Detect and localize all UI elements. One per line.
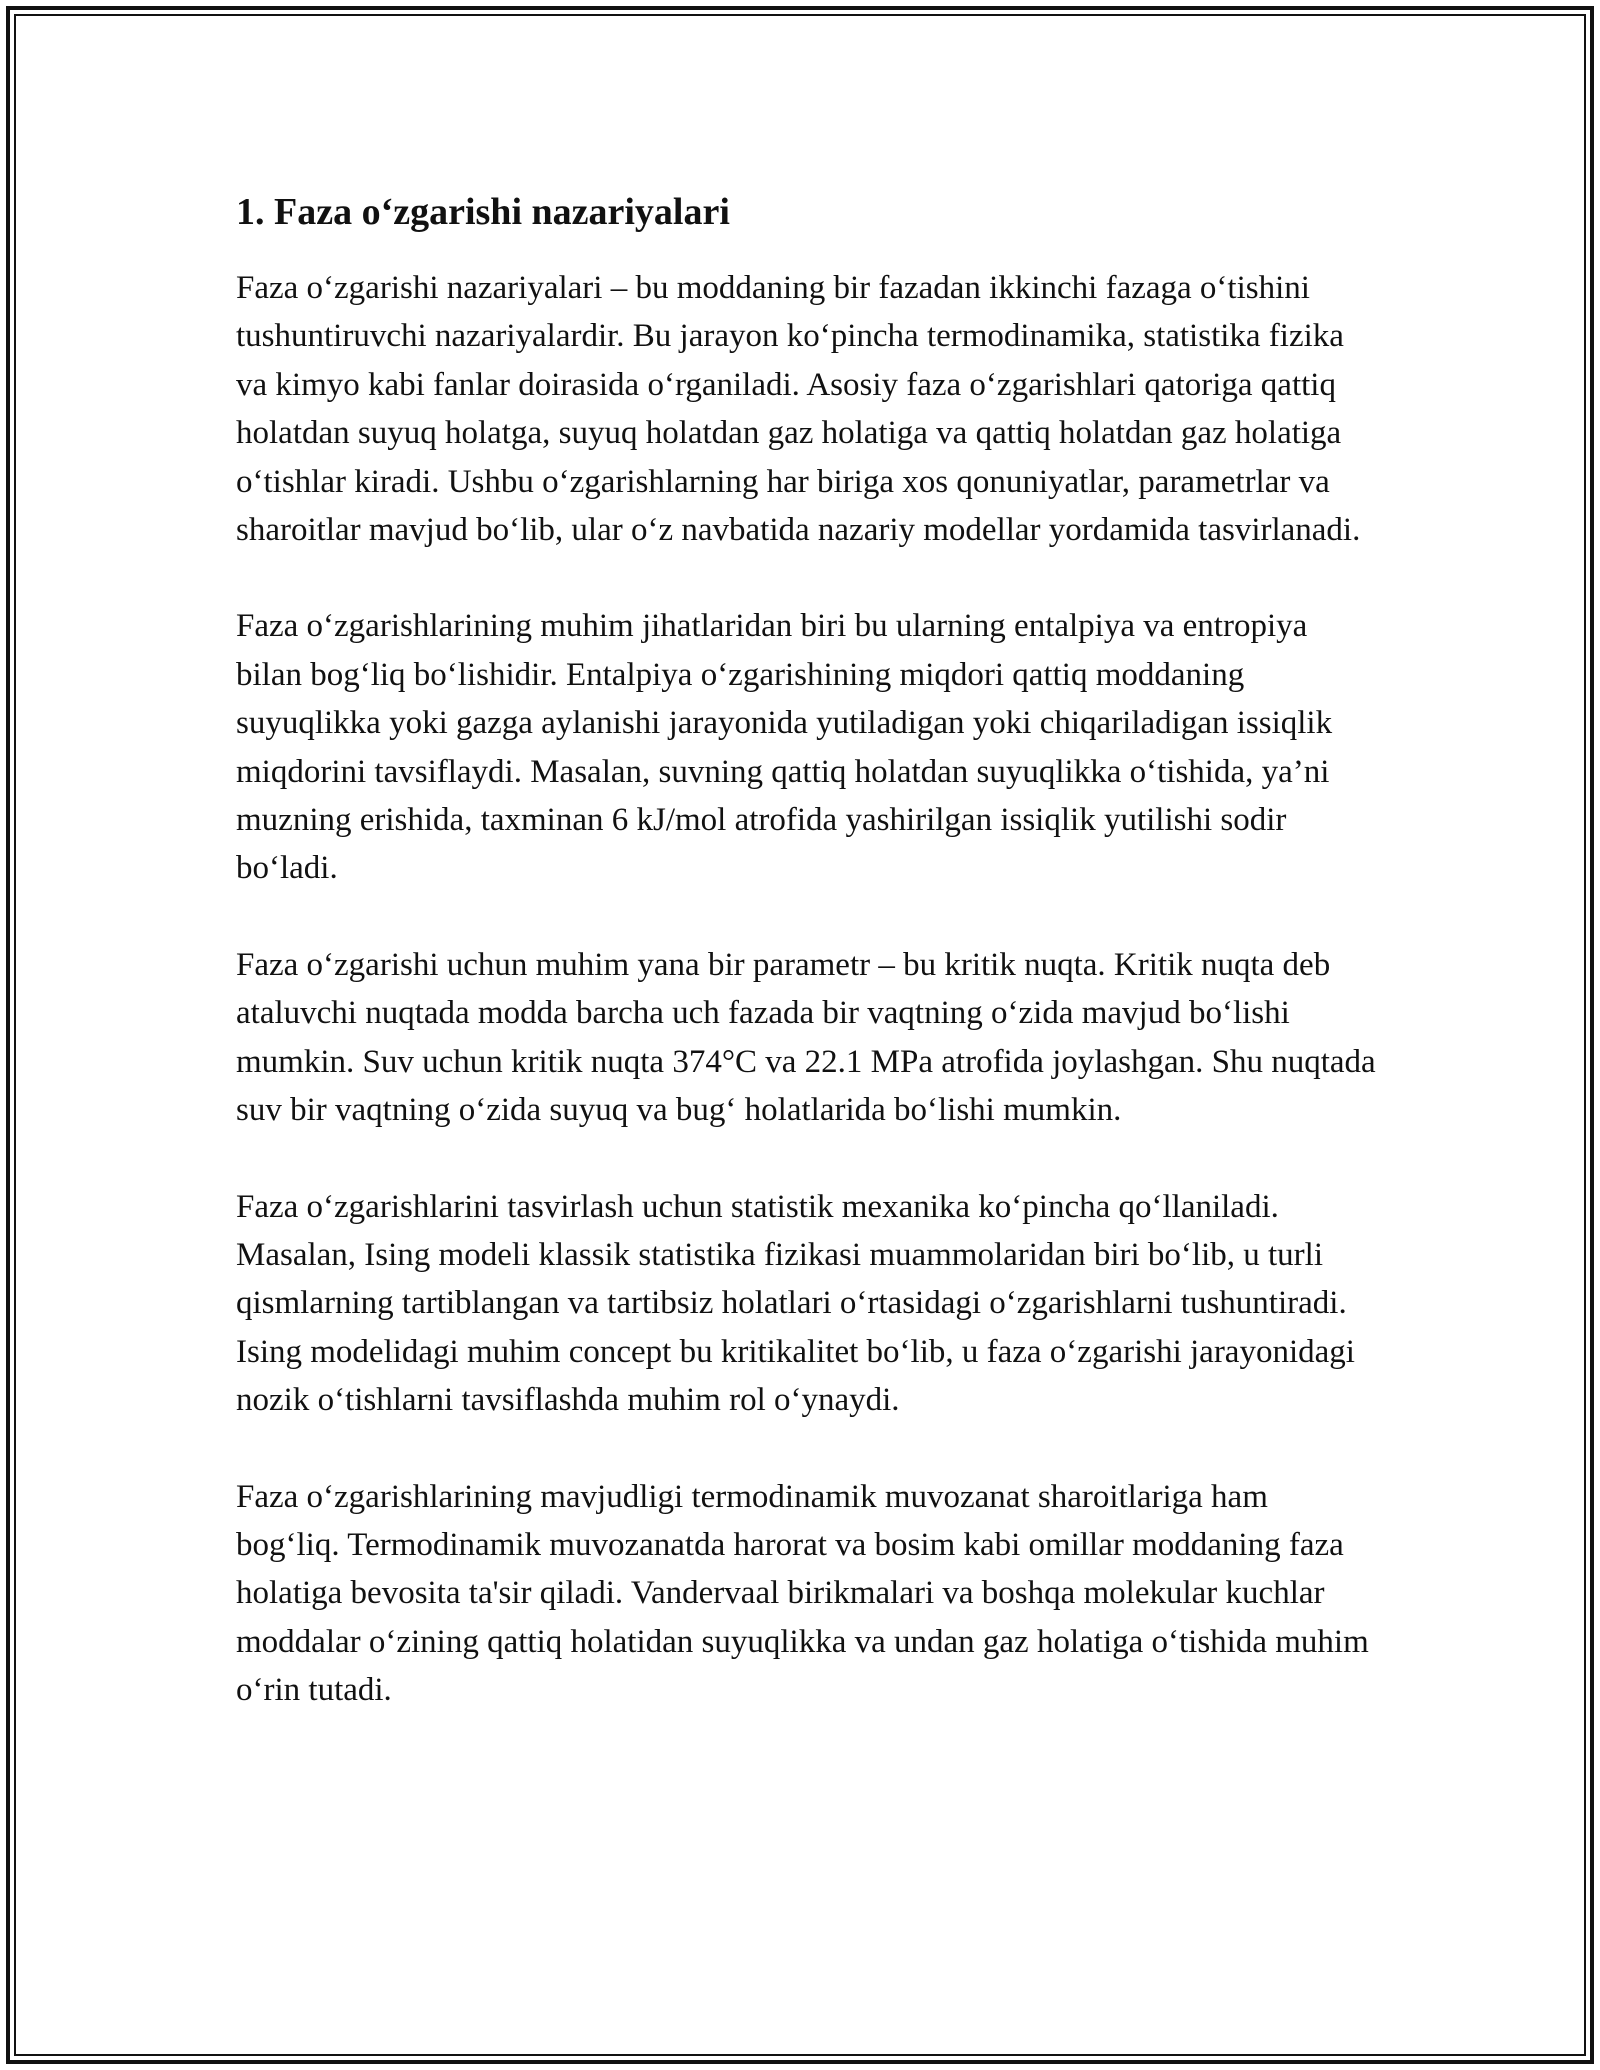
section-heading: 1. Faza o‘zgarishi nazariyalari <box>236 191 730 233</box>
paragraph-critical-point: Faza o‘zgarishi uchun muhim yana bir parametr – bu kritik nuqta. Kritik nuqta deb ataluvchi nuqtada modda barcha uch fazada bir vaqtning o‘zida mavjud bo‘lishi mumkin. Suv uchun kritik nuqta 374°C va 22.1 MPa atrofida joylashgan. Shu nuqtada suv bir vaqtning o‘zida suyuq va bug‘ holatlarida bo‘lishi mumkin. <box>236 946 1376 1129</box>
paragraph-intro: Faza o‘zgarishi nazariyalari – bu moddaning bir fazadan ikkinchi fazaga o‘tishini tushuntiruvchi nazariyalardir. Bu jarayon ko‘pincha termodinamika, statistika fizika va kimyo kabi fanlar doirasida o‘rganiladi. Asosiy faza o‘zgarishlari qatoriga qattiq holatdan suyuq holatga, suyuq holatdan gaz holatiga va qattiq holatdan gaz holatiga o‘tishlar kiradi. Ushbu o‘zgarishlarning har biriga xos qonuniyatlar, parametrlar va sharoitlar mavjud bo‘lib, ular o‘z navbatida nazariy modellar yordamida tasvirlanadi. <box>236 270 1361 549</box>
paragraph-ising-model: Faza o‘zgarishlarini tasvirlash uchun statistik mexanika ko‘pincha qo‘llaniladi. Masalan, Ising modeli klassik statistika fizikasi muammolaridan biri bo‘lib, u turli qismlarning tartiblangan va tartibsiz holatlari o‘rtasidagi o‘zgarishlarni tushuntiradi. Ising modelidagi muhim concept bu kritikalitet bo‘lib, u faza o‘zgarishi jarayonidagi nozik o‘tishlarni tavsiflashda muhim rol o‘ynaydi. <box>236 1188 1355 1419</box>
paragraph-enthalpy: Faza o‘zgarishlarining muhim jihatlaridan biri bu ularning entalpiya va entropiya bilan bog‘liq bo‘lishidir. Entalpiya o‘zgarishining miqdori qattiq moddaning suyuqlikka yoki gazga aylanishi jarayonida yutiladigan yoki chiqariladigan issiqlik miqdorini tavsiflaydi. Masalan, suvning qattiq holatdan suyuqlikka o‘tishida, ya’ni muzning erishida, taxminan 6 kJ/mol atrofida yashirilgan issiqlik yutilishi sodir bo‘ladi. <box>236 608 1333 887</box>
paragraph-equilibrium: Faza o‘zgarishlarining mavjudligi termodinamik muvozanat sharoitlariga ham bog‘liq. Termodinamik muvozanatda harorat va bosim kabi omillar moddaning faza holatiga bevosita ta'sir qiladi. Vandervaal birikmalari va boshqa molekular kuchlar moddalar o‘zining qattiq holatidan suyuqlikka va undan gaz holatiga o‘tishida muhim o‘rin tutadi. <box>236 1478 1369 1709</box>
document-body <box>236 186 1376 1715</box>
